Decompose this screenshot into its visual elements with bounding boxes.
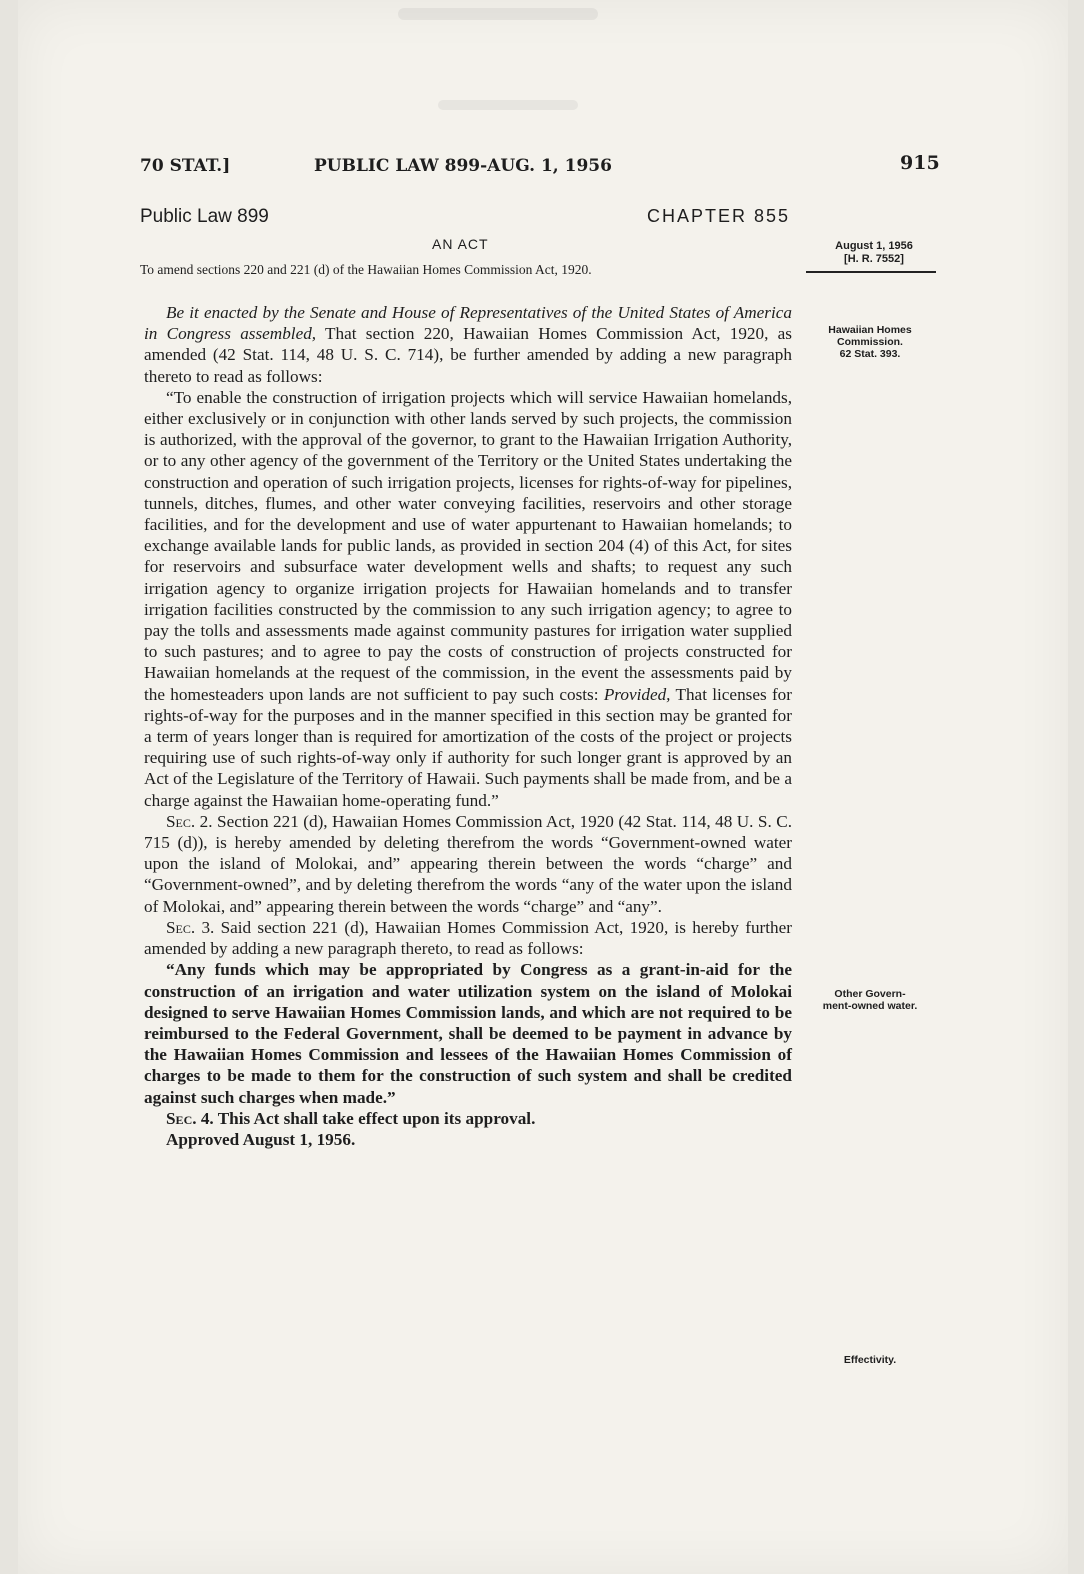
act-purpose: To amend sections 220 and 221 (d) of the Hawaiian Homes Commission Act, 1920. xyxy=(140,262,592,277)
an-act-heading: AN ACT xyxy=(432,236,489,252)
bleed-through xyxy=(438,100,578,110)
section-4 xyxy=(144,1108,792,1129)
approval-text: Approved August 1, 1956. xyxy=(166,1129,356,1149)
margin-note-hawaiian-homes xyxy=(804,324,936,360)
section-label: Sec. 3. xyxy=(166,917,215,937)
margin-date-note xyxy=(815,240,933,266)
margin-note-line: Hawaiian Homes xyxy=(828,324,912,336)
margin-rule xyxy=(806,271,936,273)
quote-text: “To enable the construction of irrigation projects which will service Hawaiian homelands, either exclusively or in conjunction with other lands served by such projects, the commission is authorized, with the approval of the governor, to grant to the Hawaiian Irrigation Authority, or to any other agency of the government of the Territory or the United States undertaking the construction and operation of such irrigation projects, licenses for rights-of-way for pipelines, tunnels, ditches, flumes, and other water conveying facilities, reservoirs and other storage facilities, and for the development and use of water appurtenant to Hawaiian homelands; to exchange available lands for public lands, as provided in section 204 (4) of this Act, for sites for reservoirs and subsurface water development wells and shafts; to request any such irrigation agency to organize irrigation projects for Hawaiian homelands and to transfer irrigation facilities constructed by the commission to any such irrigation agency; to agree to pay the tolls and assessments made against community pastures for irrigation water supplied to such pastures; and to agree to pay the costs of construction of projects constructed for Hawaiian homelands at the request of the commission, in the event the assessments paid by the homesteaders upon lands are not sufficient to pay such costs: xyxy=(144,387,792,704)
section-label: Sec. 4. xyxy=(166,1108,214,1128)
public-law-label: Public Law 899 xyxy=(140,206,269,227)
margin-note-effectivity xyxy=(804,1354,936,1366)
section-2 xyxy=(144,811,792,917)
running-header xyxy=(140,152,940,186)
section-label: Sec. 2. xyxy=(166,811,213,831)
margin-note-line: ment-owned water. xyxy=(822,1000,918,1012)
section-220-amendment: That section 220, Hawaiian Homes Commission Act, 1920, as amended (42 Stat. 114, 48 U. S. C. 714), be further amended by adding a new paragraph thereto to read as follows: xyxy=(144,324,792,386)
margin-note-government-water xyxy=(804,988,936,1012)
statute-volume: 70 STAT.] xyxy=(140,156,231,176)
enacting-clause xyxy=(144,302,792,387)
section-3 xyxy=(144,917,792,959)
quote-text: That licenses for rights-of-way for the purposes and in the manner specified in this section may be granted for a term of years longer than is required for amortization of the costs of the project or projects requiring use of such rights-of-way only if authority for such longer grant is approved by an Act of the Legislature of the Territory of Hawaii. Such payments shall be made from, and be a charge against the Hawaiian home-operating fund.” xyxy=(144,684,792,810)
act-body xyxy=(144,302,792,1150)
margin-note-line: Other Govern- xyxy=(834,988,906,1000)
margin-note-line: 62 Stat. 393. xyxy=(839,348,901,360)
margin-note-line: Effectivity. xyxy=(843,1354,897,1366)
approval-date: August 1, 1956 xyxy=(835,240,913,252)
margin-note-line: Commission. xyxy=(837,336,903,348)
quoted-paragraph-irrigation xyxy=(144,387,792,811)
enacting-formula: Be it enacted by the Senate and House of Representatives of the United States of America in Congress assembled, xyxy=(144,303,792,344)
quoted-paragraph-funds xyxy=(144,959,792,1107)
chapter-label: CHAPTER 855 xyxy=(647,206,791,226)
page-number: 915 xyxy=(900,152,940,174)
approval-line xyxy=(144,1129,792,1150)
bleed-through xyxy=(398,8,598,20)
provided-word: Provided, xyxy=(603,684,671,704)
running-title: PUBLIC LAW 899-AUG. 1, 1956 xyxy=(314,156,612,176)
section-text: Said section 221 (d), Hawaiian Homes Commission Act, 1920, is hereby further amended by adding a new paragraph thereto, to read as follows: xyxy=(144,917,792,959)
section-text: Section 221 (d), Hawaiian Homes Commission Act, 1920 (42 Stat. 114, 48 U. S. C. 715 (d)), is hereby amended by deleting therefrom the words “Government-owned water upon the island of Molokai, and” appearing therein between the words “charge” and “Government-owned”, and by deleting therefrom the words “any of the water upon the island of Molokai, and” appearing therein between the words “charge” and “any”. xyxy=(144,811,792,916)
bill-number: [H. R. 7552] xyxy=(844,253,904,265)
section-text: This Act shall take effect upon its approval. xyxy=(213,1108,536,1128)
quote-text: “Any funds which may be appropriated by Congress as a grant-in-aid for the construction of an irrigation and water utilization system on the island of Molokai designed to serve Hawaiian Homes Commission lands, and which are not required to be reimbursed to the Federal Government, shall be deemed to be payment in advance by the Hawaiian Homes Commission and lessees of the Hawaiian Homes Commission of charges to be made to them for the construction of such system and shall be credited against such charges when made.” xyxy=(144,960,792,1107)
